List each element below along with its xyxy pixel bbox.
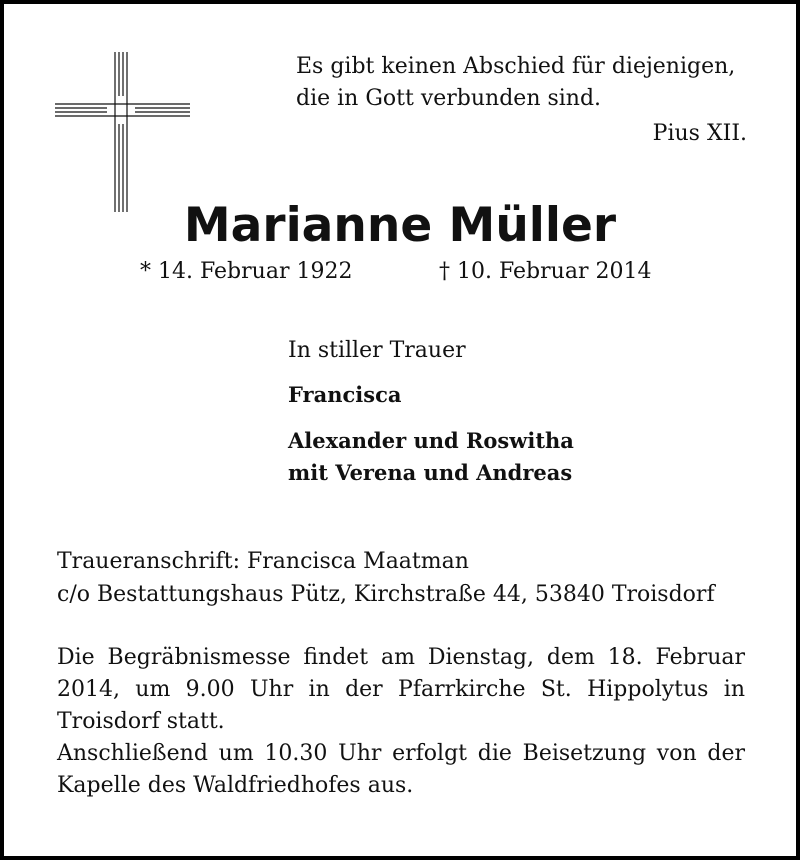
cross-icon xyxy=(55,52,190,212)
mourner-name: mit Verena und Andreas xyxy=(288,460,573,485)
service-paragraph-2: Anschließend um 10.30 Uhr erfolgt die Beisetzung von der Kapelle des Waldfriedhofes aus. xyxy=(57,741,745,798)
mourning-intro: In stiller Trauer xyxy=(288,338,466,363)
birth-date: * 14. Februar 1922 xyxy=(140,259,353,284)
deceased-name: Marianne Müller xyxy=(183,198,617,253)
quote-text xyxy=(296,51,748,115)
service-paragraph-1: Die Begräbnismesse findet am Dienstag, dem 18. Februar 2014, um 9.00 Uhr in der Pfarrkirche St. Hippolytus in Troisdorf statt. xyxy=(57,645,745,734)
quote-line-2: die in Gott verbunden sind. xyxy=(296,86,602,111)
mourners-block xyxy=(288,335,574,489)
death-date: † 10. Februar 2014 xyxy=(439,259,652,284)
address-line-1: Traueranschrift: Francisca Maatman xyxy=(57,549,469,574)
quote-line-1: Es gibt keinen Abschied für diejenigen, xyxy=(296,54,736,79)
quote-author: Pius XII. xyxy=(652,121,747,146)
service-details xyxy=(57,642,745,802)
mourning-address xyxy=(57,545,715,611)
mourner-name: Francisca xyxy=(288,382,402,407)
mourner-name: Alexander und Roswitha xyxy=(288,428,574,453)
address-line-2: c/o Bestattungshaus Pütz, Kirchstraße 44, 53840 Troisdorf xyxy=(57,582,715,607)
